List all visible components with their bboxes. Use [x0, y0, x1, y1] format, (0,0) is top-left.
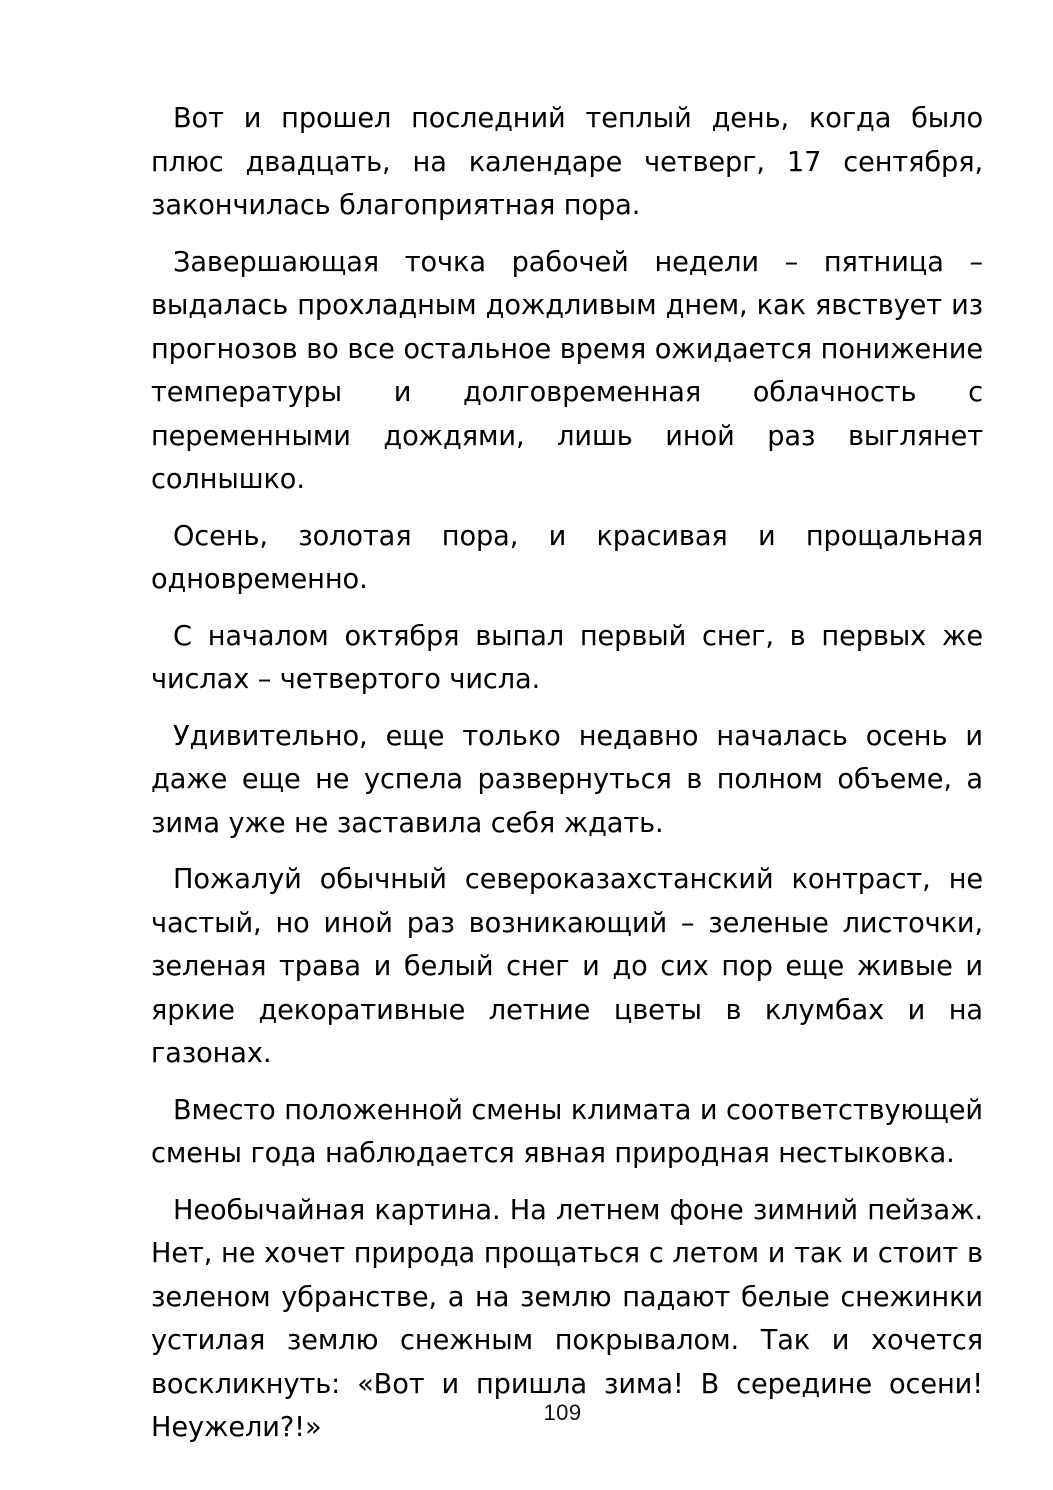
paragraph-1: Вот и прошел последний теплый день, когда было плюс двадцать, на календаре четверг, 17 сентября, закончилась благоприятная пора. — [151, 103, 983, 221]
page-number: 109 — [543, 1400, 582, 1425]
body-text-column — [151, 97, 983, 1450]
paragraph-5: Удивительно, еще только недавно началась осень и даже еще не успела развернуться в полном объеме, а зима уже не заставила себя ждать. — [151, 720, 983, 839]
paragraph-2: Завершающая точка рабочей недели – пятница – выдалась прохладным дождливым днем, как явствует из прогнозов во все остальное время ожидается понижение температуры и долговременная облачность с переменными дождями, лишь иной раз выглянет солнышко. — [151, 246, 983, 495]
paragraph-8: Необычайная картина. На летнем фоне зимний пейзаж. Нет, не хочет природа прощаться с летом и так и стоит в зеленом убранстве, а на землю падают белые снежинки устилая землю снежным покрывалом. Так и хочется воскликнуть: «Вот и пришла зима! В середине осени! Неужели?!» — [151, 1194, 983, 1443]
paragraph-4: С началом октября выпал первый снег, в первых же числах – четвертого числа. — [151, 620, 983, 695]
paragraph-6: Пожалуй обычный североказахстанский контраст, не частый, но иной раз возникающий – зеленые листочки, зеленая трава и белый снег и до сих пор еще живые и яркие декоративные летние цветы в клумбах и на газонах. — [151, 864, 983, 1069]
paragraph-7: Вместо положенной смены климата и соответствующей смены года наблюдается явная природная нестыковка. — [151, 1094, 983, 1169]
paragraph-3: Осень, золотая пора, и красивая и прощальная одновременно. — [151, 520, 983, 595]
